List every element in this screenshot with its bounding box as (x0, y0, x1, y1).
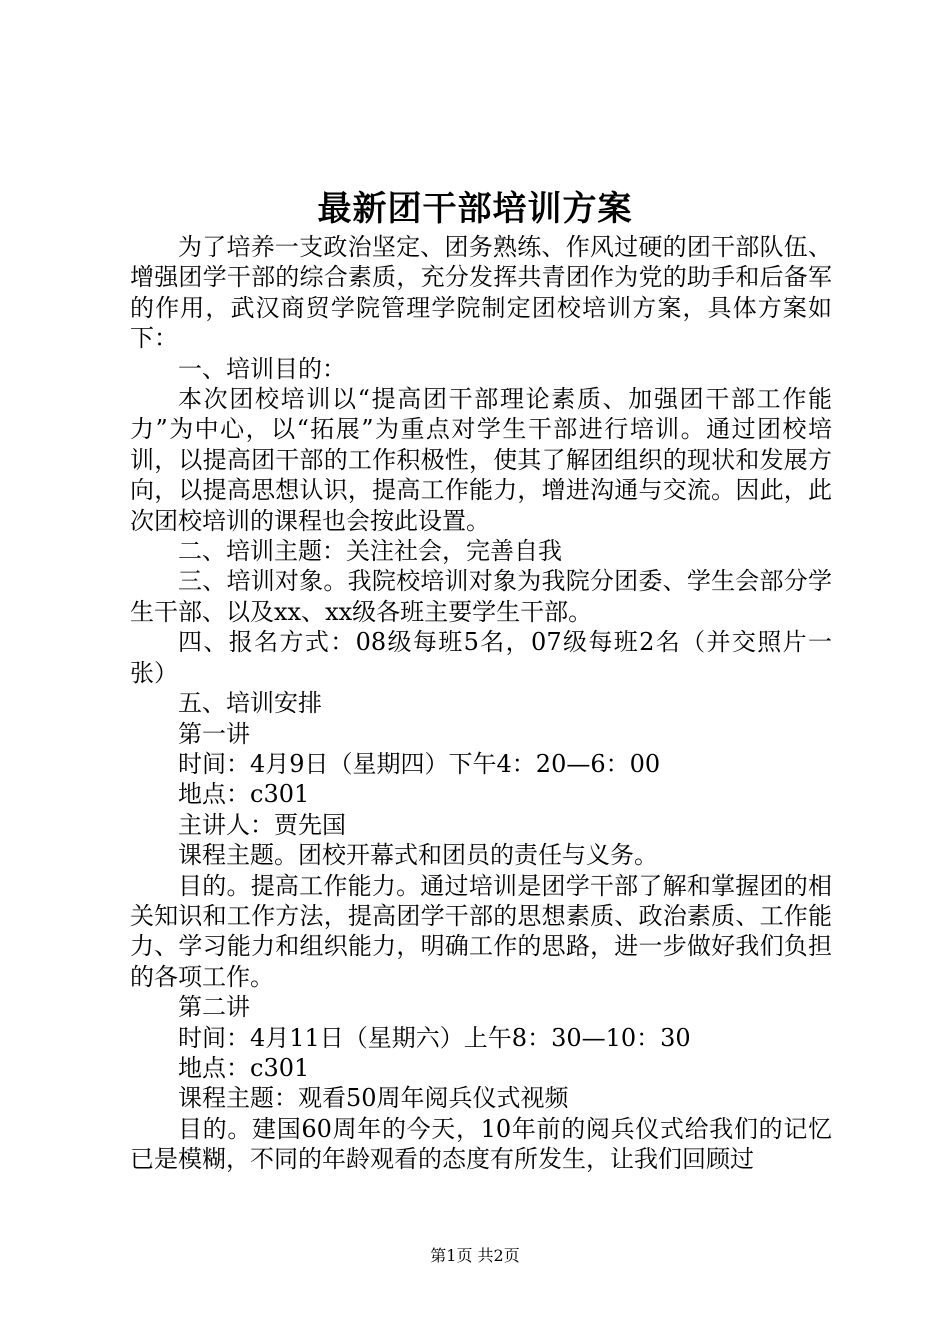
paragraph-lecture-1-purpose: 目的。提高工作能力。通过培训是团学干部了解和掌握团的相关知识和工作方法，提高团学干部的思想素质、政治素质、工作能力、学习能力和组织能力，明确工作的思路，进一步做好我们负担的各项工作。 (130, 871, 832, 991)
paragraph-section-1-heading: 一、培训目的： (178, 354, 346, 383)
page-footer: 第1页 共2页 (430, 1246, 520, 1265)
document-title: 最新团干部培训方案 (317, 189, 633, 229)
paragraph-section-3: 三、培训对象。我院校培训对象为我院分团委、学生会部分学生干部、以及xx、xx级各班主要学生干部。 (130, 567, 832, 626)
paragraph-lecture-2-heading: 第二讲 (178, 993, 250, 1022)
paragraph-intro: 为了培养一支政治坚定、团务熟练、作风过硬的团干部队伍、增强团学干部的综合素质，充分发挥共青团作为党的助手和后备军的作用，武汉商贸学院管理学院制定团校培训方案，具体方案如下： (130, 233, 832, 353)
paragraph-lecture-1-topic: 课程主题。团校开幕式和团员的责任与义务。 (178, 841, 658, 870)
paragraph-lecture-2-location: 地点：c301 (178, 1053, 310, 1082)
paragraph-section-5-heading: 五、培训安排 (178, 689, 322, 718)
document-body (130, 232, 832, 1175)
paragraph-section-4: 四、报名方式：08级每班5名，07级每班2名（并交照片一张） (130, 628, 832, 687)
paragraph-lecture-1-location: 地点：c301 (178, 780, 310, 809)
paragraph-lecture-1-time: 时间：4月9日（星期四）下午4：20—6：00 (178, 749, 661, 778)
paragraph-section-2: 二、培训主题：关注社会，完善自我 (178, 537, 562, 566)
paragraph-lecture-1-speaker: 主讲人：贾先国 (178, 810, 346, 839)
paragraph-lecture-2-time: 时间：4月11日（星期六）上午8：30—10：30 (178, 1023, 691, 1052)
paragraph-lecture-1-heading: 第一讲 (178, 719, 250, 748)
paragraph-lecture-2-purpose: 目的。建国60周年的今天，10年前的阅兵仪式给我们的记忆已是模糊，不同的年龄观看的态度有所发生，让我们回顾过 (130, 1114, 832, 1174)
paragraph-lecture-2-topic: 课程主题：观看50周年阅兵仪式视频 (178, 1084, 569, 1113)
paragraph-section-1-body: 本次团校培训以“提高团干部理论素质、加强团干部工作能力”为中心，以“拓展”为重点对学生干部进行培训。通过团校培训，以提高团干部的工作积极性，使其了解团组织的现状和发展方向，以提高思想认识，提高工作能力，增进沟通与交流。因此，此次团校培训的课程也会按此设置。 (130, 385, 832, 535)
